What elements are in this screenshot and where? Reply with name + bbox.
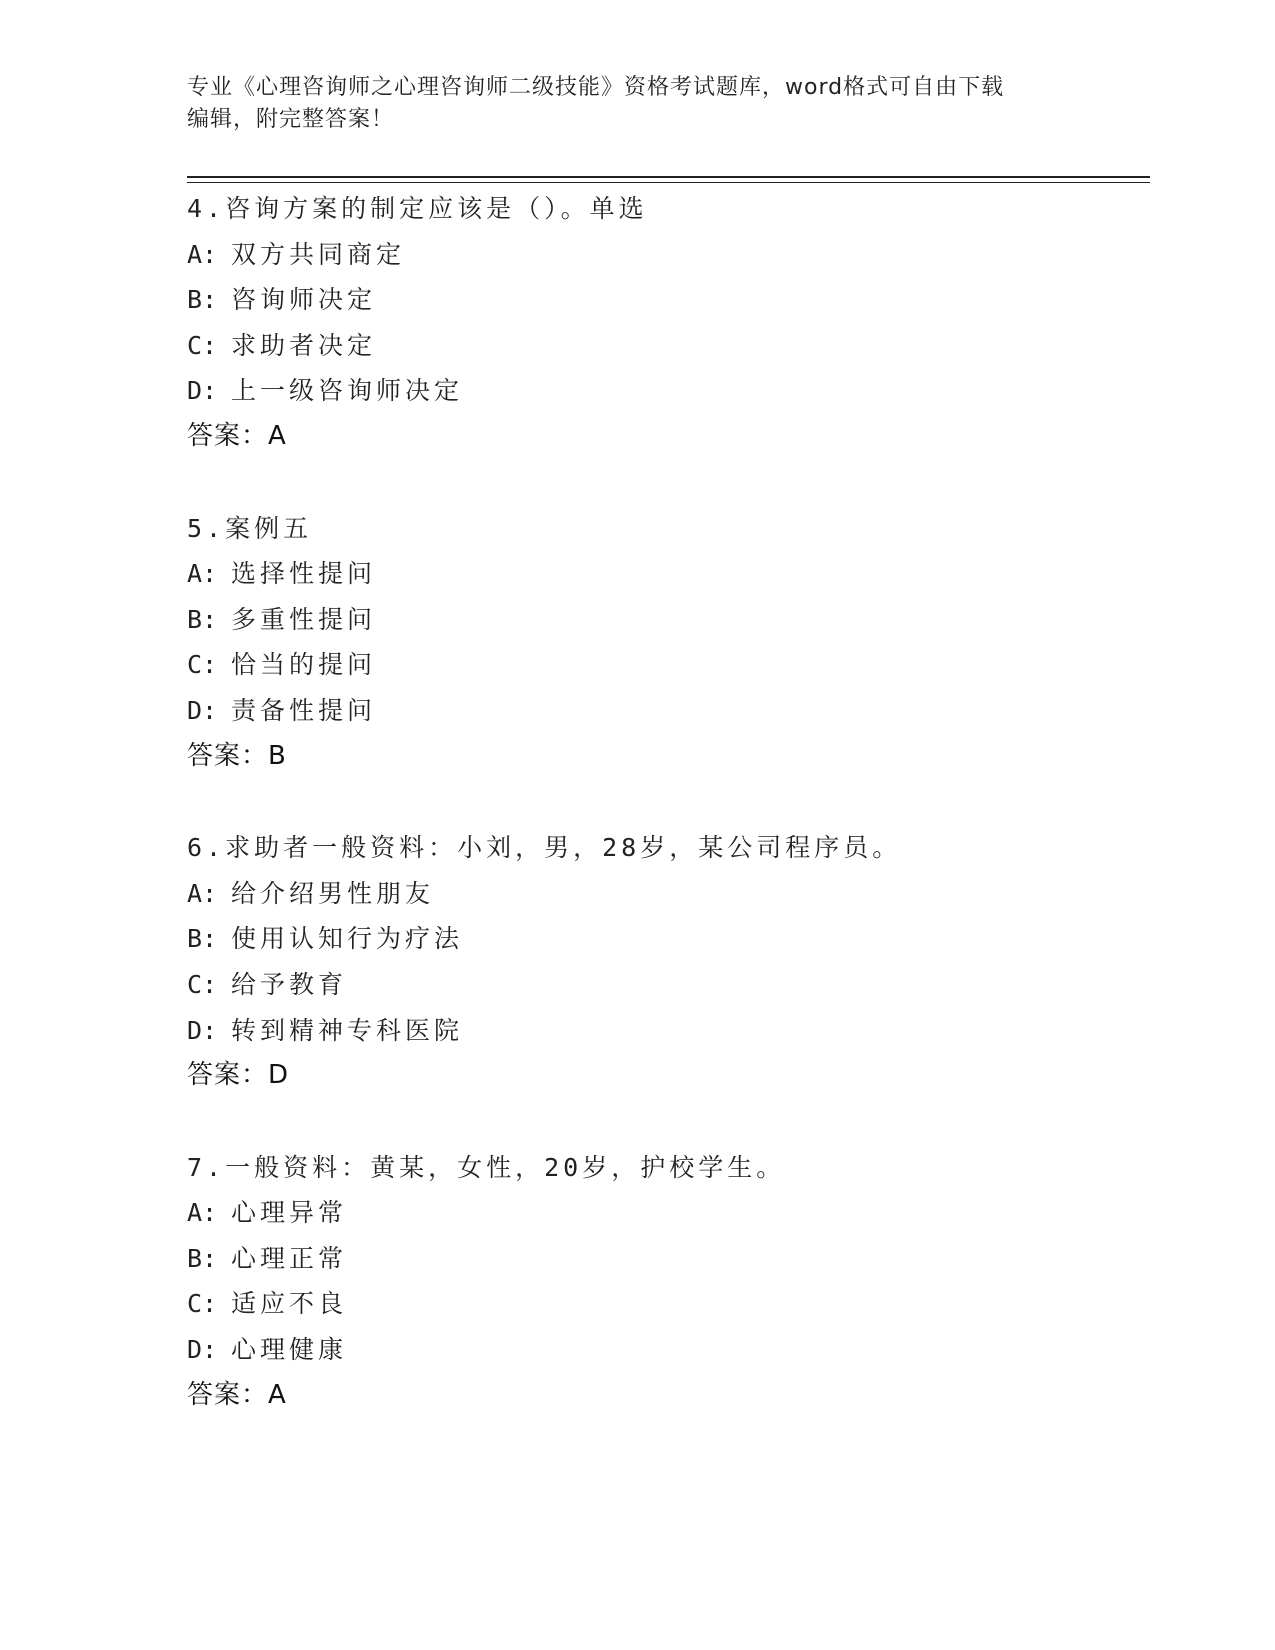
option-text: 给介绍男性朋友 (231, 878, 435, 908)
option-d (187, 1327, 1150, 1373)
option-letter: B: (187, 1243, 218, 1273)
option-letter: A: (187, 559, 218, 589)
header-line-1: 专业《心理咨询师之心理咨询师二级技能》资格考试题库，word格式可自由下载 (187, 75, 1005, 100)
option-a (187, 232, 1150, 278)
question-title: 7.一般资料：黄某，女性，20岁，护校学生。 (187, 1152, 786, 1182)
option-text: 给予教育 (231, 969, 348, 999)
option-text: 心理正常 (231, 1243, 348, 1273)
option-text: 转到精神专科医院 (231, 1015, 464, 1045)
header-divider-thin (187, 182, 1150, 183)
answer-line: 答案：D (187, 1060, 290, 1091)
option-letter: D: (187, 695, 218, 725)
option-text: 求助者决定 (231, 330, 377, 360)
option-b (187, 916, 1150, 962)
option-d (187, 1008, 1150, 1054)
header-divider-thick (187, 176, 1150, 178)
option-text: 多重性提问 (231, 604, 377, 634)
answer-line: 答案：B (187, 740, 287, 771)
option-text: 恰当的提问 (231, 650, 377, 680)
option-letter: C: (187, 1289, 218, 1319)
option-a (187, 871, 1150, 917)
option-c (187, 323, 1150, 369)
option-text: 责备性提问 (231, 695, 377, 725)
option-letter: A: (187, 878, 218, 908)
option-text: 双方共同商定 (231, 239, 406, 269)
question-list (187, 186, 1150, 1464)
header-line-2: 编辑，附完整答案！ (187, 107, 395, 132)
question-5 (187, 506, 1150, 780)
option-letter: D: (187, 376, 218, 406)
option-letter: C: (187, 969, 218, 999)
option-b (187, 597, 1150, 643)
answer-line: 答案：A (187, 1379, 287, 1410)
option-letter: A: (187, 1198, 218, 1228)
option-a (187, 1190, 1150, 1236)
option-b (187, 277, 1150, 323)
option-letter: C: (187, 650, 218, 680)
option-b (187, 1236, 1150, 1282)
option-text: 选择性提问 (231, 559, 377, 589)
option-letter: A: (187, 239, 218, 269)
option-letter: C: (187, 330, 218, 360)
option-letter: B: (187, 285, 218, 315)
question-6 (187, 825, 1150, 1099)
option-text: 上一级咨询师决定 (231, 376, 464, 406)
option-text: 心理异常 (231, 1198, 348, 1228)
option-text: 适应不良 (231, 1289, 348, 1319)
option-d (187, 368, 1150, 414)
option-text: 咨询师决定 (231, 285, 377, 315)
option-letter: B: (187, 604, 218, 634)
option-letter: D: (187, 1015, 218, 1045)
question-title: 5.案例五 (187, 513, 313, 543)
option-c (187, 642, 1150, 688)
option-letter: B: (187, 924, 218, 954)
option-text: 使用认知行为疗法 (231, 924, 464, 954)
question-title: 6.求助者一般资料：小刘，男，28岁，某公司程序员。 (187, 833, 902, 863)
answer-line: 答案：A (187, 420, 287, 451)
option-a (187, 551, 1150, 597)
option-d (187, 688, 1150, 734)
question-title: 4.咨询方案的制定应该是（）。单选 (187, 194, 648, 223)
question-7 (187, 1145, 1150, 1419)
question-4 (187, 186, 1150, 460)
document-header (187, 72, 1087, 136)
option-c (187, 1281, 1150, 1327)
option-letter: D: (187, 1335, 218, 1365)
option-text: 心理健康 (231, 1335, 348, 1365)
option-c (187, 962, 1150, 1008)
